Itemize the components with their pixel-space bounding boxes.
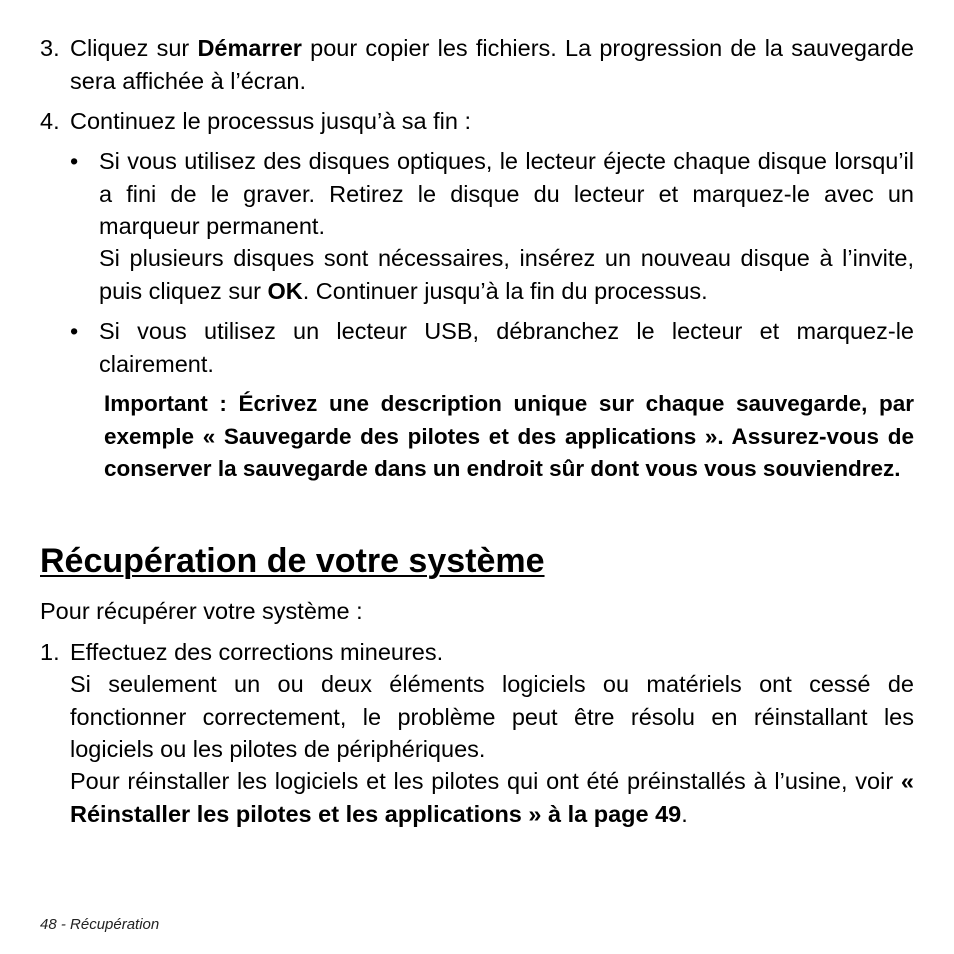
- step-1-number: 1.: [40, 639, 60, 665]
- intro-text: Pour récupérer votre système :: [40, 598, 363, 624]
- bullet-icon: •: [70, 318, 79, 344]
- step-3-number: 3.: [40, 35, 60, 61]
- section-heading: Récupération de votre système: [40, 542, 545, 580]
- step-4-text: Continuez le processus jusqu’à sa fin :: [70, 108, 472, 134]
- bullet-2-text: Si vous utilisez un lecteur USB, débranchez le lecteur et marquez-le clairement.: [99, 318, 914, 377]
- cross-reference-link[interactable]: « Réinstaller les pilotes et les applications » à la page 49: [70, 768, 914, 827]
- page-footer: 48 - Récupération: [40, 916, 160, 933]
- ok-label: OK: [267, 277, 303, 304]
- demarrer-label: Démarrer: [197, 35, 302, 61]
- important-note: Important : Écrivez une description unique sur chaque sauvegarde, par exemple « Sauvegarde des pilotes et des applications ». Assurez-vous de conserver la sauvegarde dans un endroit sûr dont vous vous souviendrez.: [104, 391, 914, 481]
- bullet-icon: •: [70, 148, 79, 174]
- bullet-1-text-2: Si plusieurs disques sont nécessaires, insérez un nouveau disque à l’invite, puis cliquez sur OK. Continuer jusqu’à la fin du processus.: [99, 245, 914, 304]
- step-3-text: Cliquez sur Démarrer pour copier les fichiers. La progression de la sauvegarde sera affichée à l’écran.: [70, 35, 915, 94]
- step-4-number: 4.: [40, 108, 60, 134]
- bullet-1-text: Si vous utilisez des disques optiques, le lecteur éjecte chaque disque lorsqu’il a fini de le graver. Retirez le disque du lecteur et marquez-le avec un marqueur permanent.: [99, 148, 914, 239]
- step-1-para-2: Pour réinstaller les logiciels et les pilotes qui ont été préinstallés à l’usine, voir « Réinstaller les pilotes et les applications » à la page 49.: [70, 768, 914, 827]
- step-1-para-1: Si seulement un ou deux éléments logiciels ou matériels ont cessé de fonctionner correctement, le problème peut être résolu en réinstallant les logiciels ou les pilotes de périphériques.: [70, 671, 914, 762]
- step-1-title: Effectuez des corrections mineures.: [70, 639, 444, 665]
